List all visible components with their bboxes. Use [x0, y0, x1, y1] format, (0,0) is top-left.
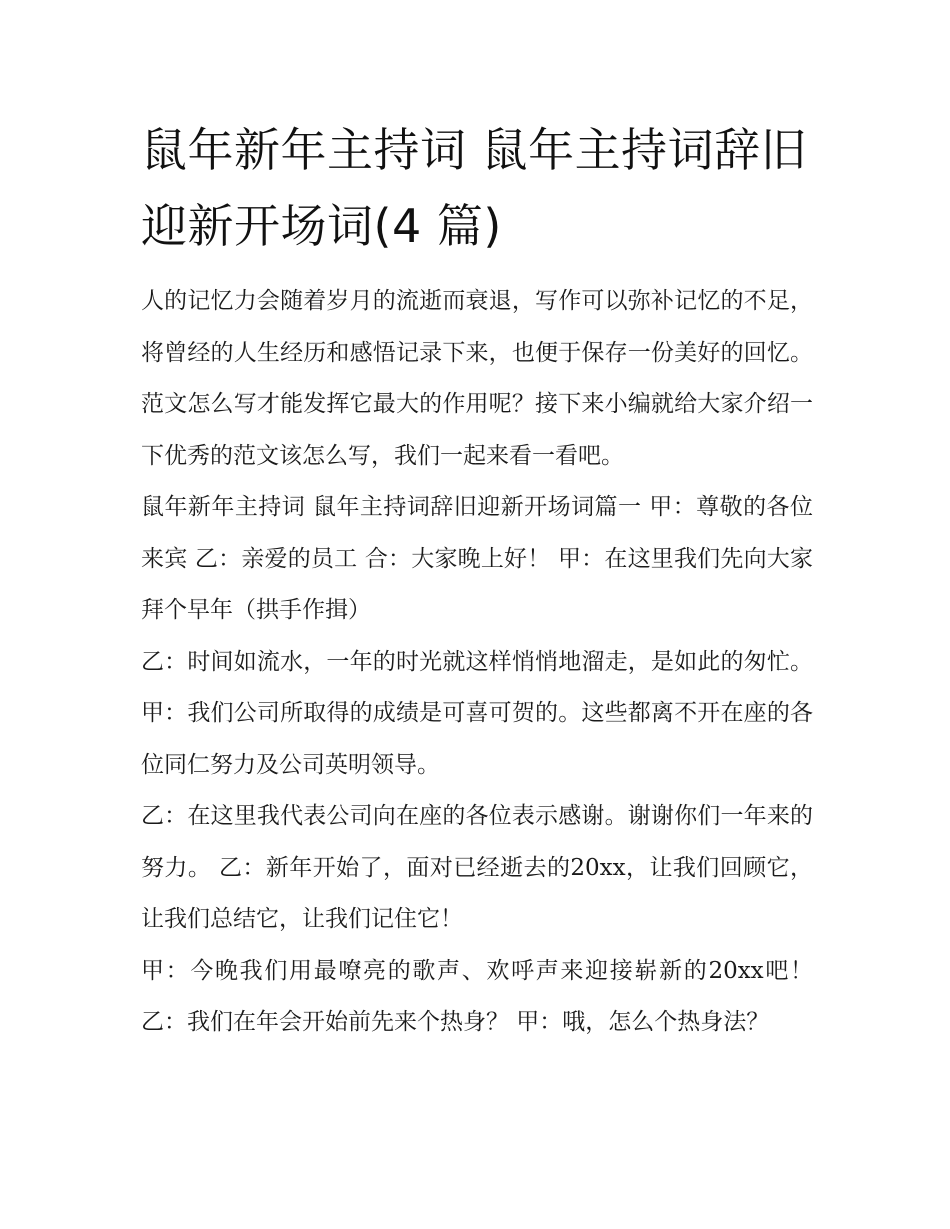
- paragraph-dialogue-1: 乙：时间如流水，一年的时光就这样悄悄地溜走，是如此的匆忙。 甲：我们公司所取得的成绩是可喜可贺的。这些都离不开在座的各位同仁努力及公司英明领导。: [141, 648, 813, 778]
- paragraph-opening: 鼠年新年主持词 鼠年主持词辞旧迎新开场词篇一 甲：尊敬的各位来宾 乙：亲爱的员工 合：大家晚上好！ 甲：在这里我们先向大家拜个早年（拱手作揖）: [141, 494, 813, 623]
- paragraph-dialogue-3: 甲：今晚我们用最嘹亮的歌声、欢呼声来迎接崭新的20xx吧！ 乙：我们在年会开始前先来个热身？ 甲：哦，怎么个热身法？: [141, 957, 813, 1035]
- paragraph-dialogue-2: 乙：在这里我代表公司向在座的各位表示感谢。谢谢你们一年来的努力。 乙：新年开始了，面对已经逝去的20xx，让我们回顾它，让我们总结它，让我们记住它！: [141, 803, 813, 932]
- document-title: 鼠年新年主持词 鼠年主持词辞旧迎新开场词(4 篇): [141, 123, 808, 253]
- paragraph-intro: 人的记忆力会随着岁月的流逝而衰退，写作可以弥补记忆的不足，将曾经的人生经历和感悟记录下来，也便于保存一份美好的回忆。范文怎么写才能发挥它最大的作用呢？接下来小编就给大家介绍一下优秀的范文该怎么写，我们一起来看一看吧。: [141, 288, 813, 469]
- document-body: [141, 276, 813, 1049]
